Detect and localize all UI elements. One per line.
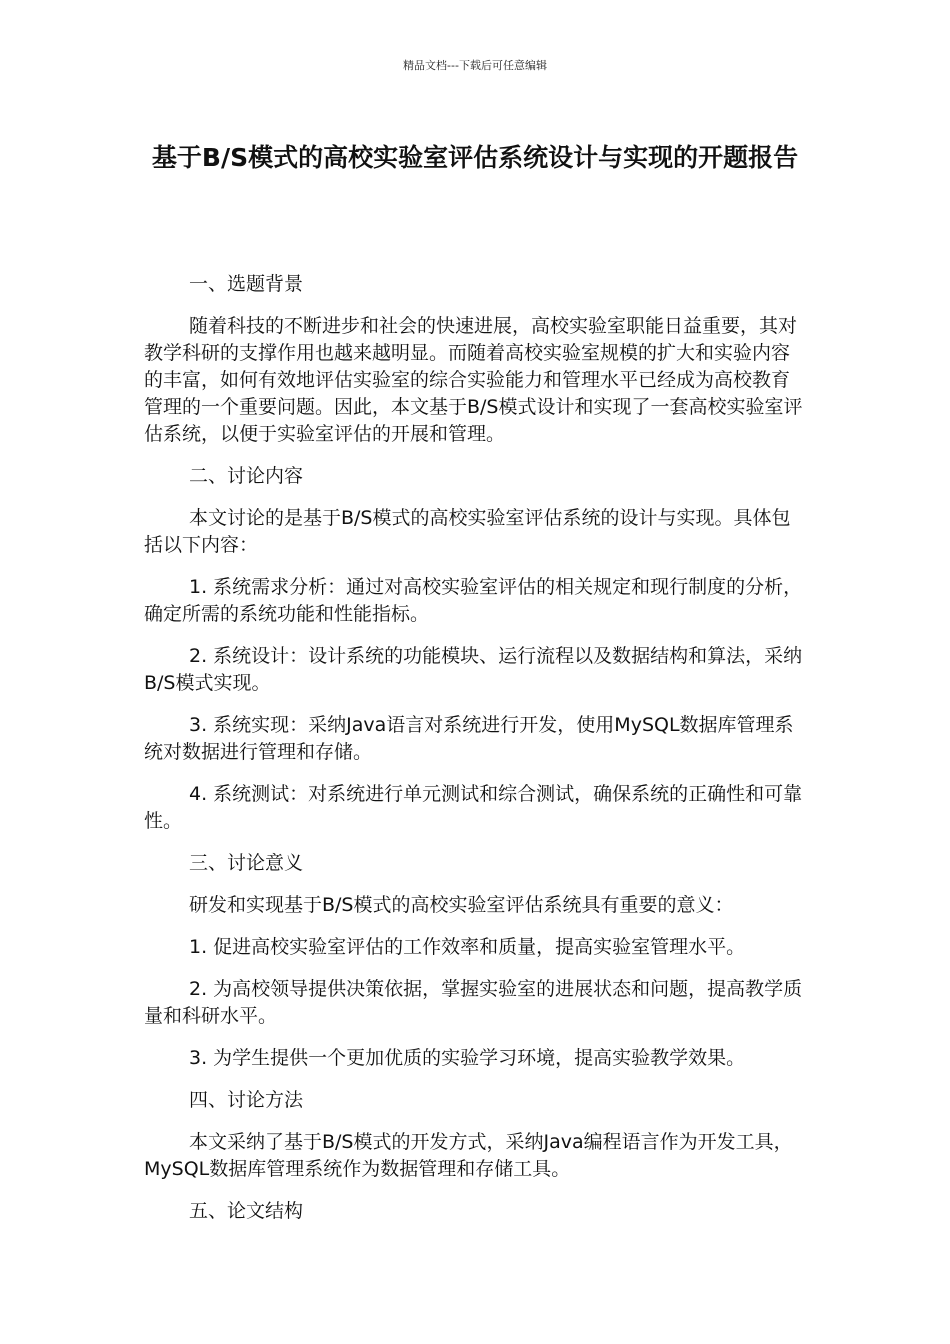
list-item-implementation: 3. 系统实现：采纳Java语言对系统进行开发，使用MySQL数据库管理系统对数据进行管理和存储。	[144, 714, 794, 763]
section-heading-content: 二、讨论内容	[189, 465, 304, 487]
section-heading-significance: 三、讨论意义	[189, 852, 304, 874]
list-item-requirements: 1. 系统需求分析：通过对高校实验室评估的相关规定和现行制度的分析，确定所需的系统功能和性能指标。	[144, 576, 803, 625]
document-body	[144, 271, 804, 1240]
list-item-testing: 4. 系统测试：对系统进行单元测试和综合测试，确保系统的正确性和可靠性。	[144, 783, 803, 832]
section-heading-background: 一、选题背景	[189, 273, 304, 295]
list-item-students: 3. 为学生提供一个更加优质的实验学习环境，提高实验教学效果。	[189, 1047, 746, 1069]
paragraph-content-intro: 本文讨论的是基于B/S模式的高校实验室评估系统的设计与实现。具体包括以下内容：	[144, 507, 791, 556]
paragraph-significance-intro: 研发和实现基于B/S模式的高校实验室评估系统具有重要的意义：	[189, 894, 734, 916]
paragraph-methods: 本文采纳了基于B/S模式的开发方式，采纳Java编程语言作为开发工具，MySQL数据库管理系统作为数据管理和存储工具。	[144, 1131, 793, 1180]
section-heading-methods: 四、讨论方法	[189, 1089, 304, 1111]
document-title: 基于B/S模式的高校实验室评估系统设计与实现的开题报告	[151, 143, 799, 172]
list-item-efficiency: 1. 促进高校实验室评估的工作效率和质量，提高实验室管理水平。	[189, 936, 746, 958]
page-header-watermark: 精品文档---下载后可任意编辑	[403, 59, 547, 72]
section-heading-structure: 五、论文结构	[189, 1200, 304, 1222]
list-item-decision: 2. 为高校领导提供决策依据，掌握实验室的进展状态和问题，提高教学质量和科研水平。	[144, 978, 803, 1027]
list-item-design: 2. 系统设计：设计系统的功能模块、运行流程以及数据结构和算法，采纳B/S模式实现。	[144, 645, 803, 694]
paragraph-background: 随着科技的不断进步和社会的快速进展，高校实验室职能日益重要，其对教学科研的支撑作用也越来越明显。而随着高校实验室规模的扩大和实验内容的丰富，如何有效地评估实验室的综合实验能力和管理水平已经成为高校教育管理的一个重要问题。因此，本文基于B/S模式设计和实现了一套高校实验室评估系统，以便于实验室评估的开展和管理。	[144, 315, 803, 445]
